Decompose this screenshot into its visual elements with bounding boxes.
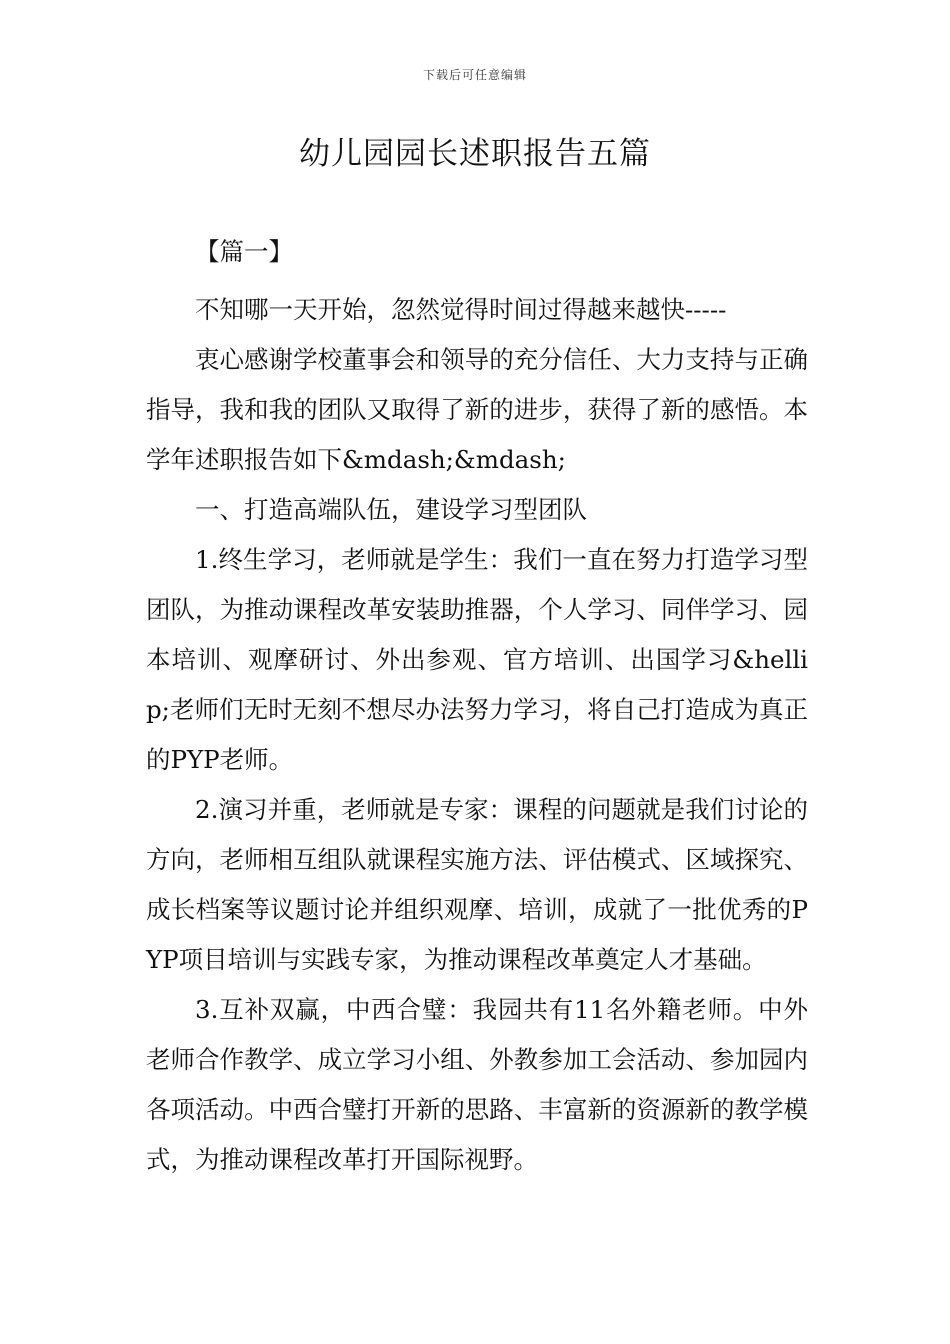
document-body: [146, 227, 808, 1185]
paragraph-thanks: 衷心感谢学校董事会和领导的充分信任、大力支持与正确指导，我和我的团队又取得了新的进步，获得了新的感悟。本学年述职报告如下&mdash;&mdash;: [146, 345, 808, 474]
paragraph-intro: 不知哪一天开始，忽然觉得时间过得越来越快-----: [195, 295, 727, 324]
document-title: 幼儿园园长述职报告五篇: [299, 136, 651, 172]
paragraph-item-3: 3.互补双赢，中西合璧：我园共有11名外籍老师。中外老师合作教学、成立学习小组、外教参加工会活动、参加园内各项活动。中西合璧打开新的思路、丰富新的资源新的教学模式，为推动课程改革打开国际视野。: [146, 995, 808, 1174]
section-label: 【篇一】: [195, 237, 293, 266]
paragraph-heading-one: 一、打造高端队伍，建设学习型团队: [195, 495, 587, 524]
paragraph-item-1: 1.终生学习，老师就是学生：我们一直在努力打造学习型团队，为推动课程改革安装助推器，个人学习、同伴学习、园本培训、观摩研讨、外出参观、官方培训、出国学习&hellip;老师们无时无刻不想尽办法努力学习，将自己打造成为真正的PYP老师。: [146, 545, 808, 774]
paragraph-item-2: 2.演习并重，老师就是专家：课程的问题就是我们讨论的方向，老师相互组队就课程实施方法、评估模式、区域探究、成长档案等议题讨论并组织观摩、培训，成就了一批优秀的PYP项目培训与实践专家，为推动课程改革奠定人才基础。: [146, 795, 808, 974]
page-header-note: 下载后可任意编辑: [422, 68, 527, 82]
